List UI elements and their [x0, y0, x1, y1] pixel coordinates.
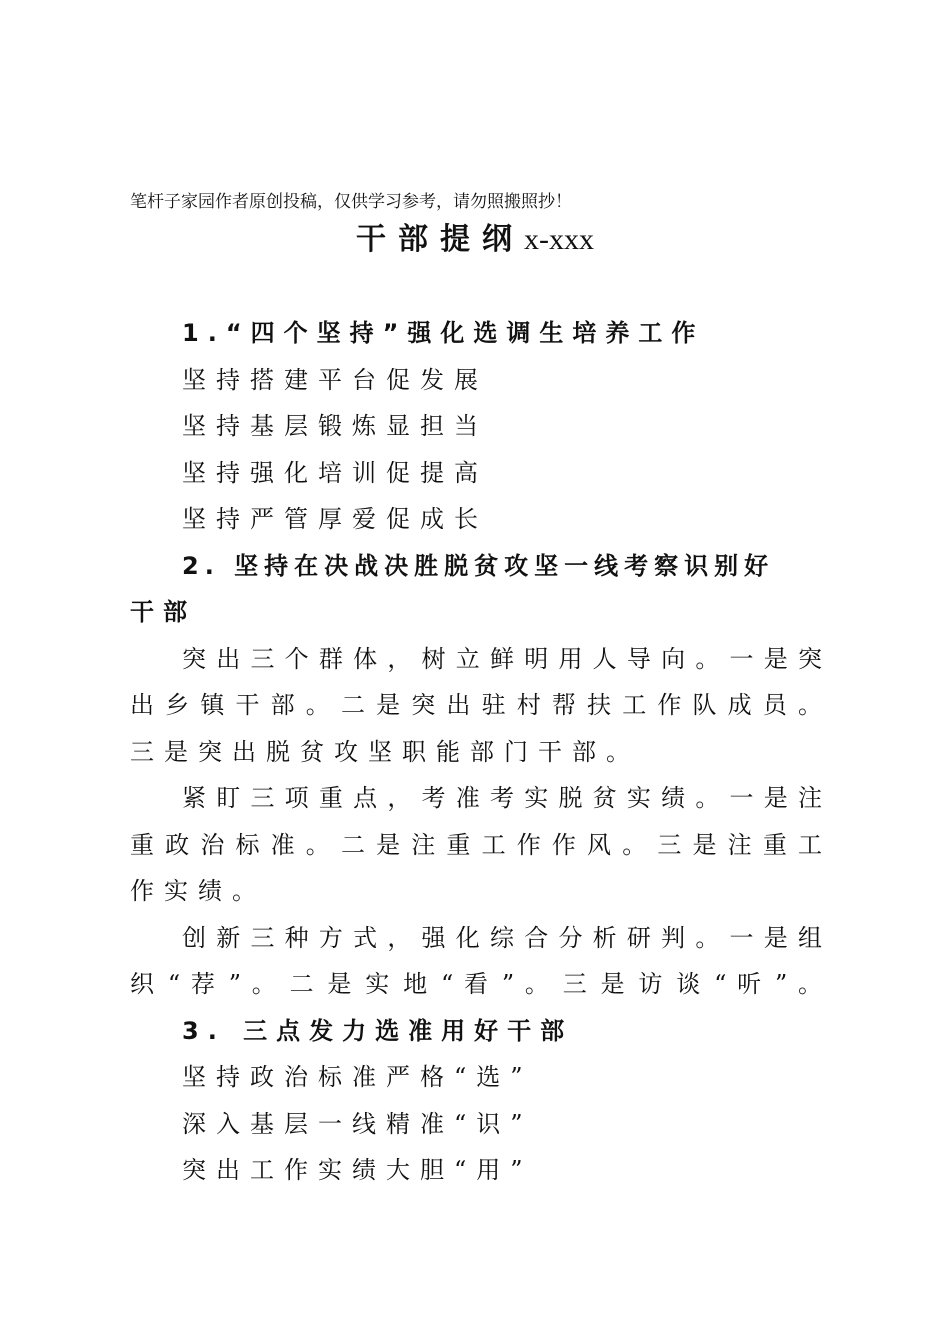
- section-3-item: 深入基层一线精准“识”: [182, 1109, 533, 1138]
- paragraph-line: 三是突出脱贫攻坚职能部门干部。: [130, 737, 640, 766]
- paragraph-line: 重 政 治 标 准 。 二 是 注 重 工 作 作 风 。 三 是 注 重 工: [130, 830, 822, 859]
- section-2-heading-line1: 2. 坚持在决战决胜脱贫攻坚一线考察识别好: [182, 551, 775, 580]
- section-3-heading: 3. 三点发力选准用好干部: [182, 1016, 574, 1045]
- paragraph-line: 紧 盯 三 项 重 点 ， 考 准 考 实 脱 贫 实 绩 。 一 是 注: [182, 784, 822, 812]
- section-1-heading: 1.“四个坚持”强化选调生培养工作: [182, 319, 705, 347]
- section-3-item: 坚持政治标准严格“选”: [182, 1063, 533, 1091]
- paragraph-line: 创 新 三 种 方 式 ， 强 化 综 合 分 析 研 判 。 一 是 组: [182, 923, 822, 952]
- section-1-item: 坚持强化培训促提高: [182, 458, 488, 487]
- section-3-item: 突出工作实绩大胆“用”: [182, 1156, 533, 1184]
- title-code: x-xxx: [524, 223, 594, 256]
- section-1-item: 坚持严管厚爱促成长: [182, 505, 488, 533]
- section-1-item: 坚持搭建平台促发展: [182, 365, 488, 394]
- document-body: [130, 310, 822, 1194]
- paragraph-line: 出 乡 镇 干 部 。 二 是 突 出 驻 村 帮 扶 工 作 队 成 员 。: [130, 691, 822, 719]
- paragraph-line: 突 出 三 个 群 体 ， 树 立 鲜 明 用 人 导 向 。 一 是 突: [182, 644, 822, 673]
- copyright-note: 笔杆子家园作者原创投稿，仅供学习参考，请勿照搬照抄！: [130, 192, 572, 211]
- section-2-heading-line2: 干部: [130, 598, 196, 626]
- title-main: 干部提纲: [356, 222, 524, 257]
- section-1-item: 坚持基层锻炼显担当: [182, 412, 488, 440]
- paragraph-line: 作实绩。: [130, 877, 266, 905]
- document-title: [0, 222, 950, 258]
- paragraph-line: 织 “ 荐 ” 。 二 是 实 地 “ 看 ” 。 三 是 访 谈 “ 听 ” 。: [130, 970, 822, 998]
